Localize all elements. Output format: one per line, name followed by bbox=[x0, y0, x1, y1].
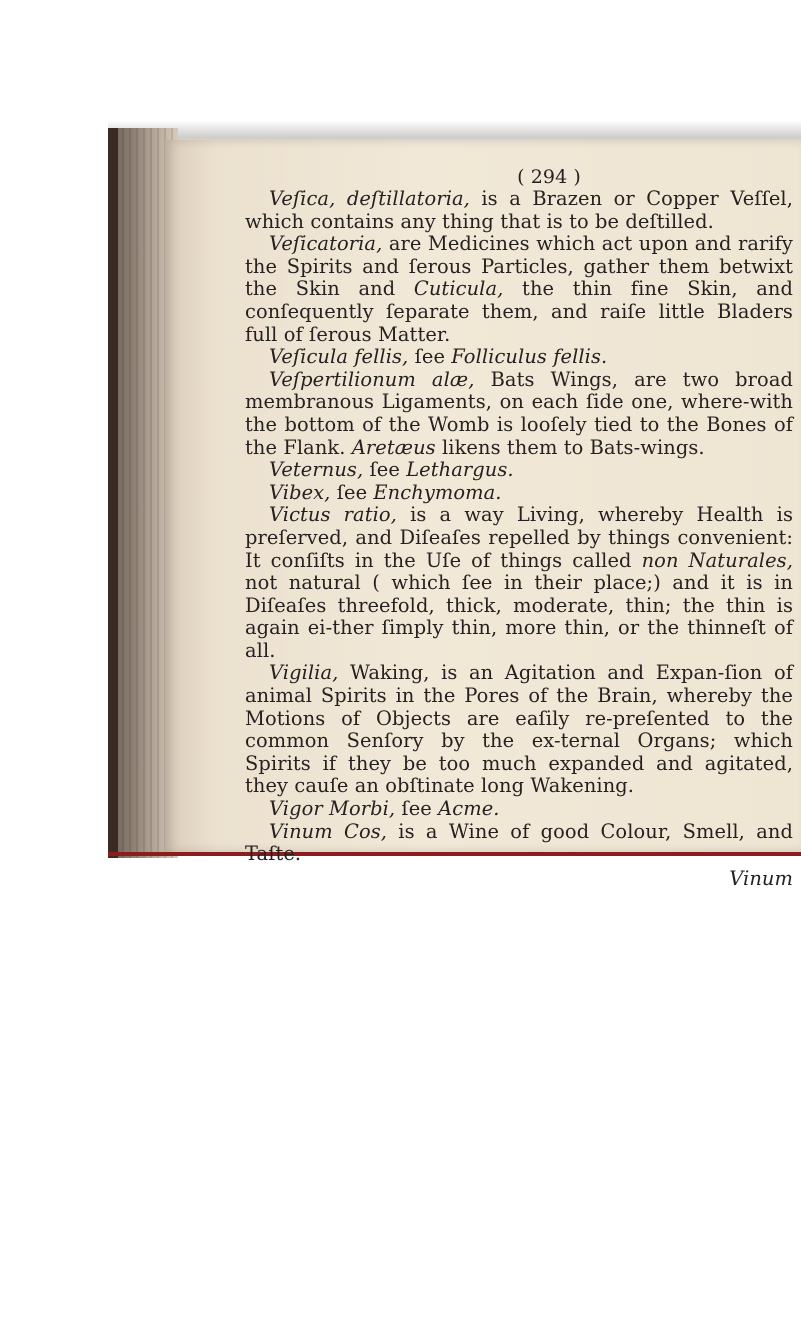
entry-body: Bats Wings, are two broad membranous Ligaments, on each ſide one, where-with the bottom of the Womb is looſely tied to the Bones of the Flank. bbox=[245, 367, 793, 459]
entry-body: is a way Living, whereby Health is preſerved, and Diſeaſes repelled by things convenient: It conſiſts in the Uſe of things called bbox=[245, 503, 793, 572]
catchword: Vinum bbox=[729, 866, 793, 890]
entry-body: ſee bbox=[363, 458, 407, 482]
entry-body: ſee bbox=[395, 797, 439, 821]
entry-body-cont: the thin fine Skin, and conſequently ſeparate them, and raiſe little Bladers full of ſerous Matter. bbox=[245, 277, 793, 346]
entry-italic-term: Acme. bbox=[438, 797, 500, 821]
entry-headword: Vigilia, bbox=[269, 661, 339, 685]
entry-headword: Veſicula fellis, bbox=[269, 345, 409, 369]
entry-headword-2: deſtillatoria, bbox=[335, 187, 470, 210]
entry-vigor-morbi bbox=[245, 798, 793, 821]
entry-body-cont: likens them to Bats-wings. bbox=[435, 435, 705, 459]
entry-vigilia bbox=[245, 662, 793, 798]
entry-headword: Veſicatoria, bbox=[269, 232, 383, 256]
entry-vinum-cos bbox=[245, 821, 793, 866]
entry-body: Waking, is an Agitation and Expan-ſion of animal Spirits in the Pores of the Brain, whereby the Motions of Objects are eaſily re-preſented to the common Senſory by the ex-ternal Organs; which Spirits if they be too much expanded and agitated, they cauſe an obſtinate long Wakening. bbox=[245, 661, 793, 798]
entry-headword: Vigor Morbi, bbox=[269, 797, 396, 821]
entry-italic-term: non Naturales, bbox=[641, 548, 793, 572]
entry-italic-term: Aretæus bbox=[351, 435, 436, 459]
page-number: ( 294 ) bbox=[517, 166, 581, 188]
entry-headword: Vinum Cos, bbox=[269, 819, 388, 843]
entry-veternus bbox=[245, 459, 793, 482]
entry-headword: Veſpertilionum alæ, bbox=[269, 367, 475, 391]
entry-vesicatoria bbox=[245, 233, 793, 346]
entry-body: ſee bbox=[330, 480, 374, 504]
entry-headword: Veternus, bbox=[269, 458, 364, 482]
entry-headword: Vibex, bbox=[269, 480, 331, 504]
entry-italic-term: Enchymoma. bbox=[373, 480, 502, 504]
page-text bbox=[245, 166, 793, 890]
entry-headword: Veſica, bbox=[269, 187, 336, 210]
entry-body: ſee bbox=[408, 345, 452, 369]
entry-victus-ratio bbox=[245, 504, 793, 662]
entry-vesica bbox=[245, 188, 793, 233]
entry-italic-term: Lethargus. bbox=[406, 458, 514, 482]
entry-italic-term: Cuticula, bbox=[413, 277, 504, 301]
entry-vespertilionum bbox=[245, 369, 793, 459]
entry-body: is a Brazen or Copper Veſſel, which contains any thing that is to be deſtilled. bbox=[245, 187, 793, 233]
entry-vesicula-fellis bbox=[245, 346, 793, 369]
entry-body: are Medicines which act upon and rarify the Spirits and ſerous Particles, gather them betwixt the Skin and bbox=[245, 232, 793, 301]
entry-body-cont: not natural ( which ſee in their place;) and it is in Diſeaſes threefold, thick, moderate, thin; the thin is again ei-ther ſimply thin, more thin, or the thinneſt of all. bbox=[245, 571, 793, 662]
entry-vibex bbox=[245, 482, 793, 505]
entry-headword: Victus ratio, bbox=[269, 503, 397, 527]
entry-italic-term: Folliculus fellis. bbox=[451, 345, 608, 369]
binding-edge bbox=[108, 128, 118, 858]
entry-body: is a Wine of good Colour, Smell, and Taſte. bbox=[245, 819, 793, 866]
